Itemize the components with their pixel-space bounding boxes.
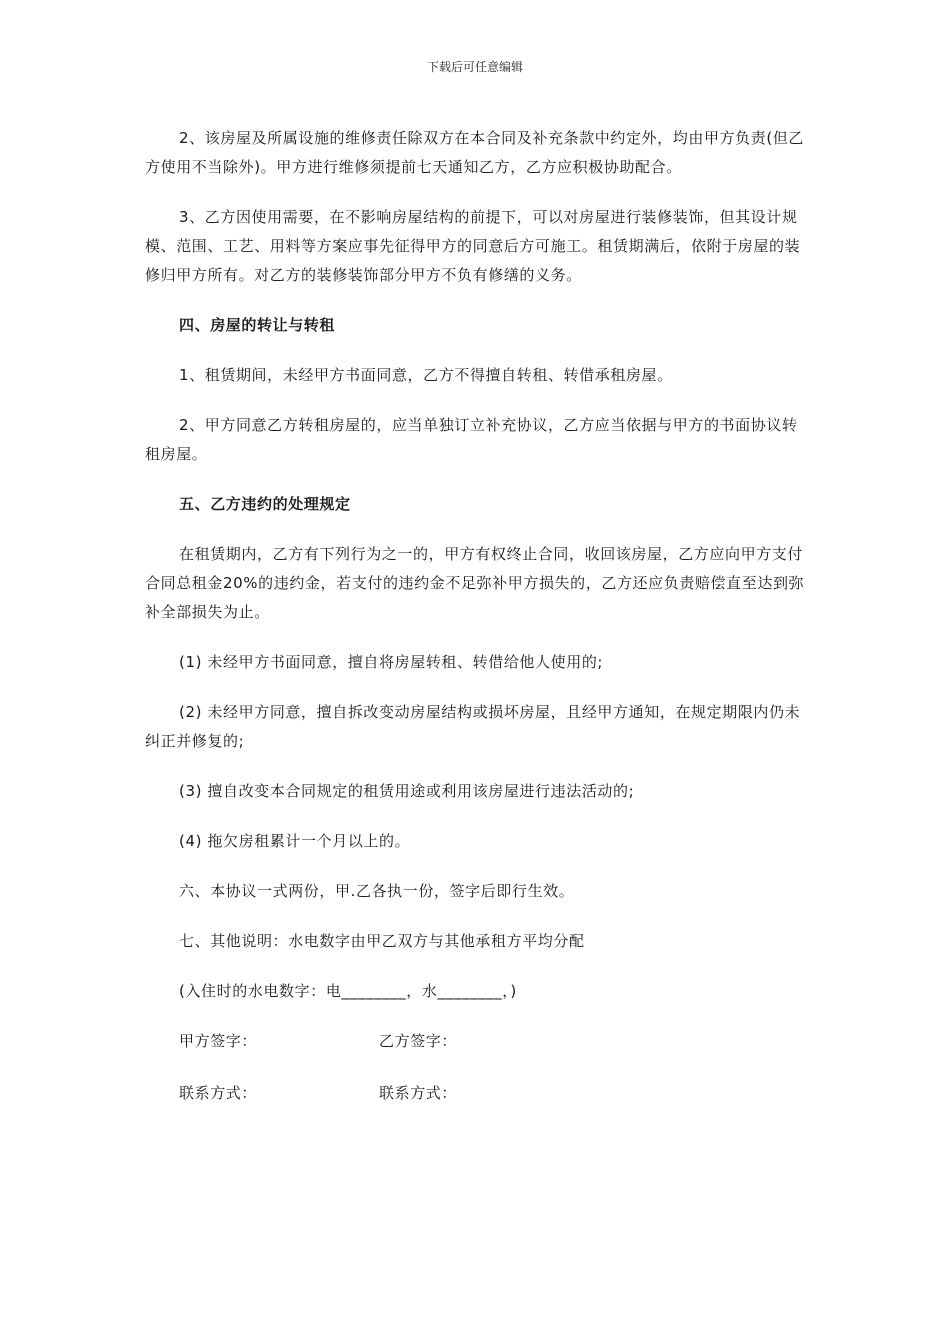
- party-b-contact-label: 联系方式：: [379, 1084, 458, 1102]
- clause-other-notes: 七、其他说明：水电数字由甲乙双方与其他承租方平均分配: [179, 932, 585, 950]
- party-a-contact-label: 联系方式：: [179, 1084, 258, 1102]
- breach-item-1: (1) 未经甲方书面同意，擅自将房屋转租、转借给他人使用的;: [179, 653, 604, 671]
- clause-breach-penalty: 在租赁期内，乙方有下列行为之一的，甲方有权终止合同，收回该房屋，乙方应向甲方支付合同总租金20%的违约金，若支付的违约金不足弥补甲方损失的，乙方还应负责赔偿直至达到弥补全部损失为止。: [145, 545, 805, 621]
- utility-readings-line: (入住时的水电数字：电________，水________，): [179, 982, 517, 1000]
- breach-item-2: (2) 未经甲方同意，擅自拆改变动房屋结构或损坏房屋，且经甲方通知，在规定期限内仍未纠正并修复的;: [145, 703, 801, 750]
- page-header-note: 下载后可任意编辑: [426, 60, 523, 74]
- breach-item-4: (4) 拖欠房租累计一个月以上的。: [179, 832, 411, 850]
- clause-repair-responsibility: 2、该房屋及所属设施的维修责任除双方在本合同及补充条款中约定外，均由甲方负责(但乙方使用不当除外)。甲方进行维修须提前七天通知乙方，乙方应积极协助配合。: [145, 129, 804, 176]
- section-heading-breach: 五、乙方违约的处理规定: [179, 495, 351, 513]
- clause-sublet-agreement: 2、甲方同意乙方转租房屋的，应当单独订立补充协议，乙方应当依据与甲方的书面协议转租房屋。: [145, 416, 798, 463]
- clause-decoration: 3、乙方因使用需要，在不影响房屋结构的前提下，可以对房屋进行装修装饰，但其设计规模、范围、工艺、用料等方案应事先征得甲方的同意后方可施工。租赁期满后，依附于房屋的装修归甲方所有。对乙方的装修装饰部分甲方不负有修缮的义务。: [145, 208, 801, 284]
- signature-row: [145, 1027, 805, 1056]
- section-heading-transfer: 四、房屋的转让与转租: [179, 316, 336, 334]
- breach-item-3: (3) 擅自改变本合同规定的租赁用途或利用该房屋进行违法活动的;: [179, 782, 635, 800]
- contact-row: [145, 1079, 805, 1108]
- party-a-signature-label: 甲方签字：: [179, 1032, 258, 1050]
- contract-body: [145, 124, 805, 1131]
- party-b-signature-label: 乙方签字：: [379, 1032, 458, 1050]
- clause-no-sublet: 1、租赁期间，未经甲方书面同意，乙方不得擅自转租、转借承租房屋。: [179, 366, 673, 384]
- clause-copies: 六、本协议一式两份，甲.乙各执一份，签字后即行生效。: [179, 882, 575, 900]
